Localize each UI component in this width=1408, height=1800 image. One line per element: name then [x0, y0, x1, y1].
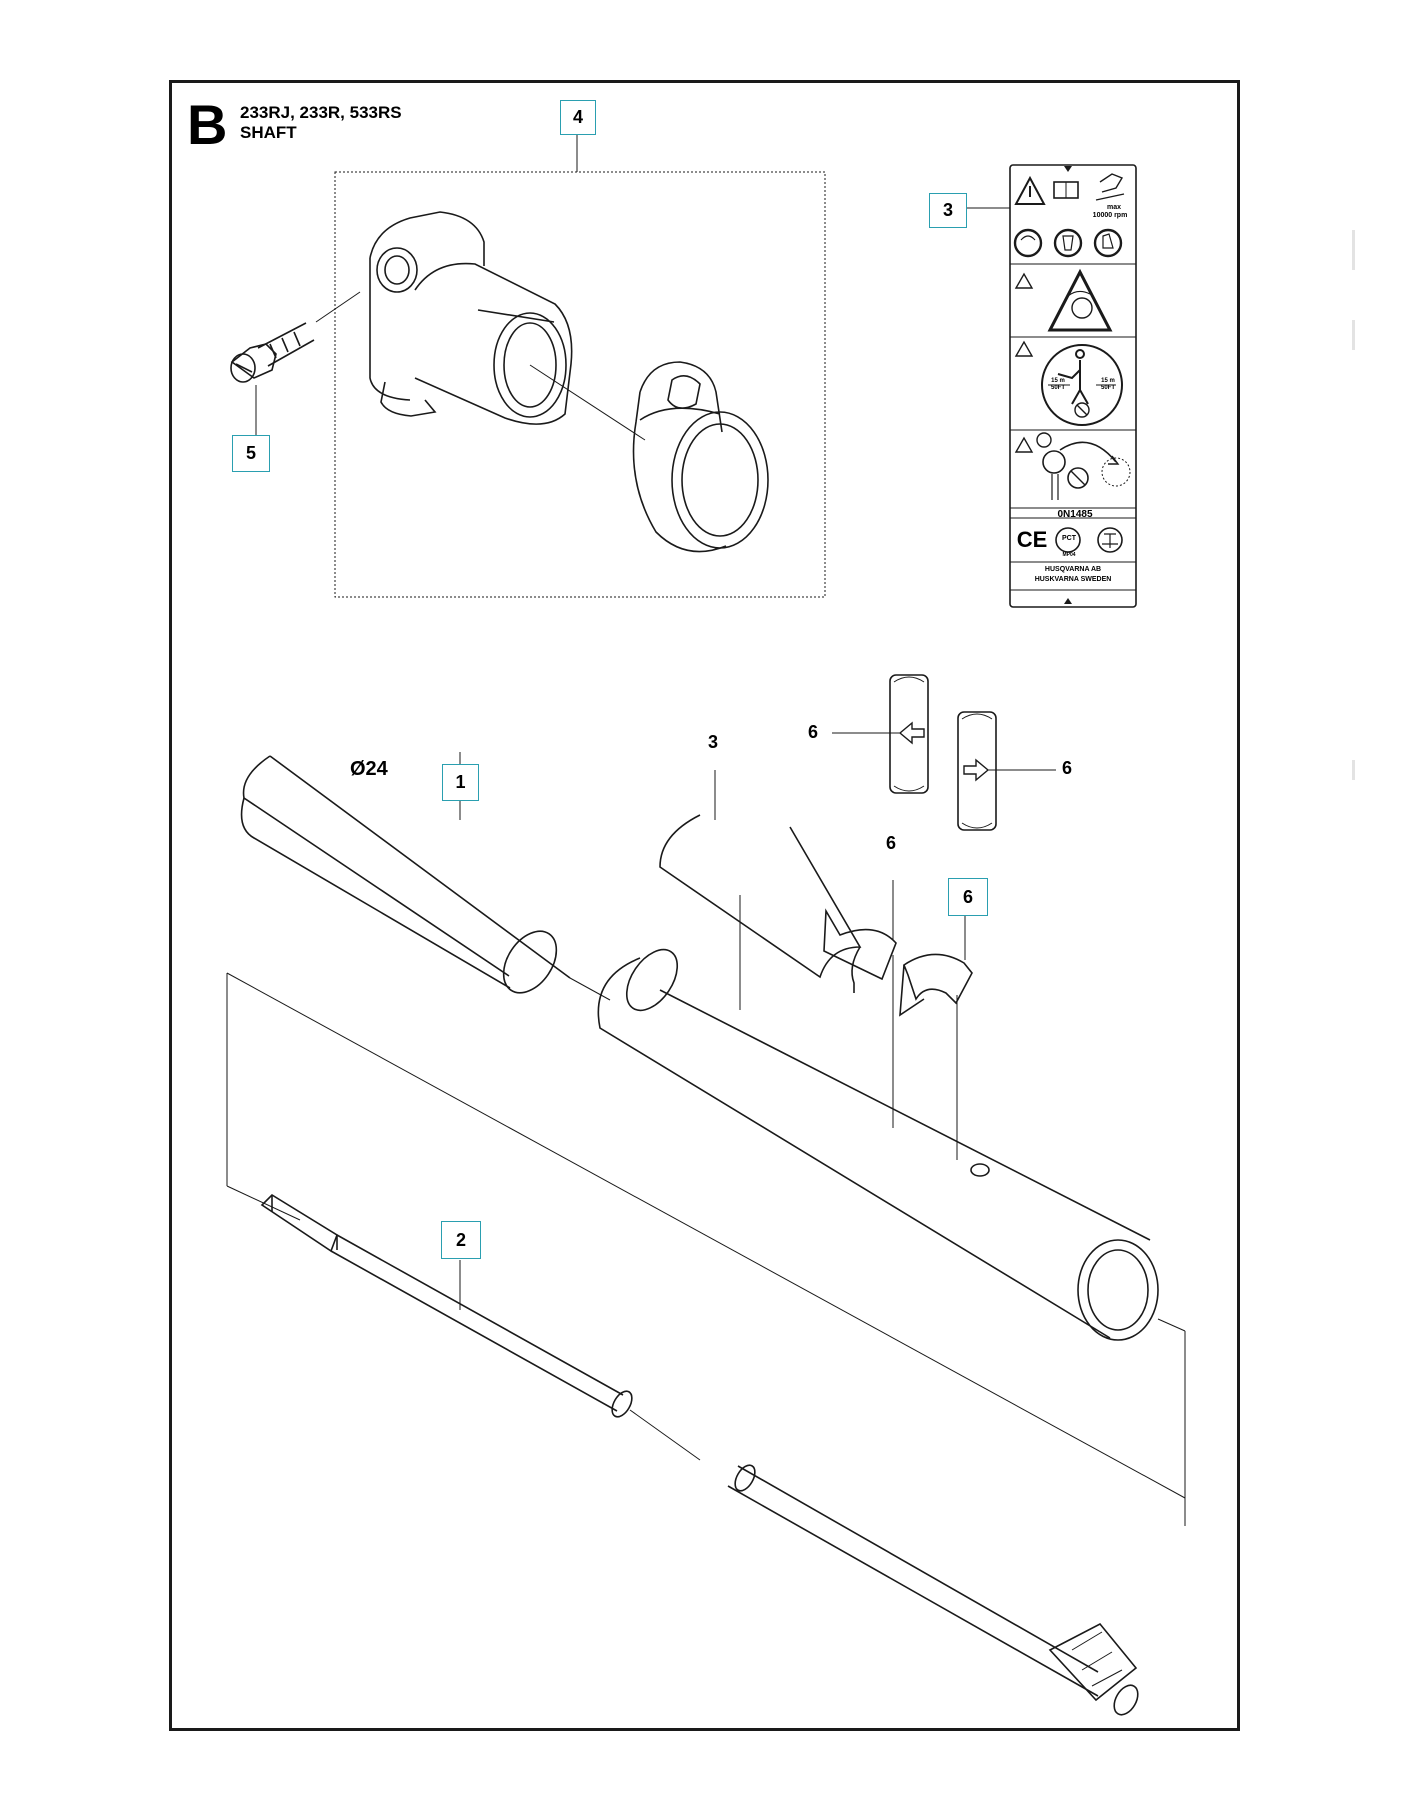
shaft-tube	[242, 752, 610, 1002]
arrow-sticker-right	[958, 712, 1056, 830]
callout-3-sticker: 3	[929, 193, 967, 228]
callout-3-sleeve: 3	[708, 732, 719, 752]
callout-6-band: 6	[886, 833, 897, 853]
arrow-sticker-left	[832, 675, 928, 793]
maker-line-2: HUSKVARNA SWEDEN	[1034, 576, 1112, 583]
ce-mark: CE	[1016, 527, 1048, 552]
callout-6-box: 6	[948, 878, 988, 916]
band-2	[900, 900, 972, 1160]
kit-box	[335, 172, 825, 597]
drive-shaft-envelope	[227, 973, 1185, 1526]
pct-mark-sub: MP04	[1062, 552, 1076, 558]
callout-6-right-arrow: 6	[1062, 758, 1073, 778]
pct-mark: PCT	[1062, 535, 1076, 542]
maker-line-1: HUSQVARNA AB	[1044, 566, 1102, 573]
screw-part	[231, 292, 360, 435]
sleeve-part	[660, 770, 860, 993]
sticker-dist-right: 15 m 50FT	[1100, 378, 1115, 391]
callout-1: 1	[442, 764, 479, 801]
drive-shaft	[262, 1195, 1143, 1719]
sticker-rpm-2: 10000 rpm	[1092, 212, 1128, 219]
sticker-dist-left: 15 m 50FT	[1050, 378, 1065, 391]
section-letter: B	[187, 93, 228, 156]
band-1	[824, 880, 896, 1128]
main-tube	[598, 895, 1158, 1340]
callout-5: 5	[232, 435, 270, 472]
callout-2: 2	[441, 1221, 481, 1259]
clamp-ring	[634, 362, 769, 552]
callout-6-left-arrow: 6	[808, 722, 819, 742]
diameter-label: Ø24	[350, 758, 388, 780]
model-list: 233RJ, 233R, 533RS	[240, 103, 402, 122]
sticker-rpm-1: max	[1106, 204, 1121, 211]
section-title: SHAFT	[240, 123, 297, 142]
callout-4: 4	[560, 100, 596, 135]
sticker-code: 0N1485	[1057, 509, 1093, 520]
clamp-housing	[370, 212, 645, 440]
